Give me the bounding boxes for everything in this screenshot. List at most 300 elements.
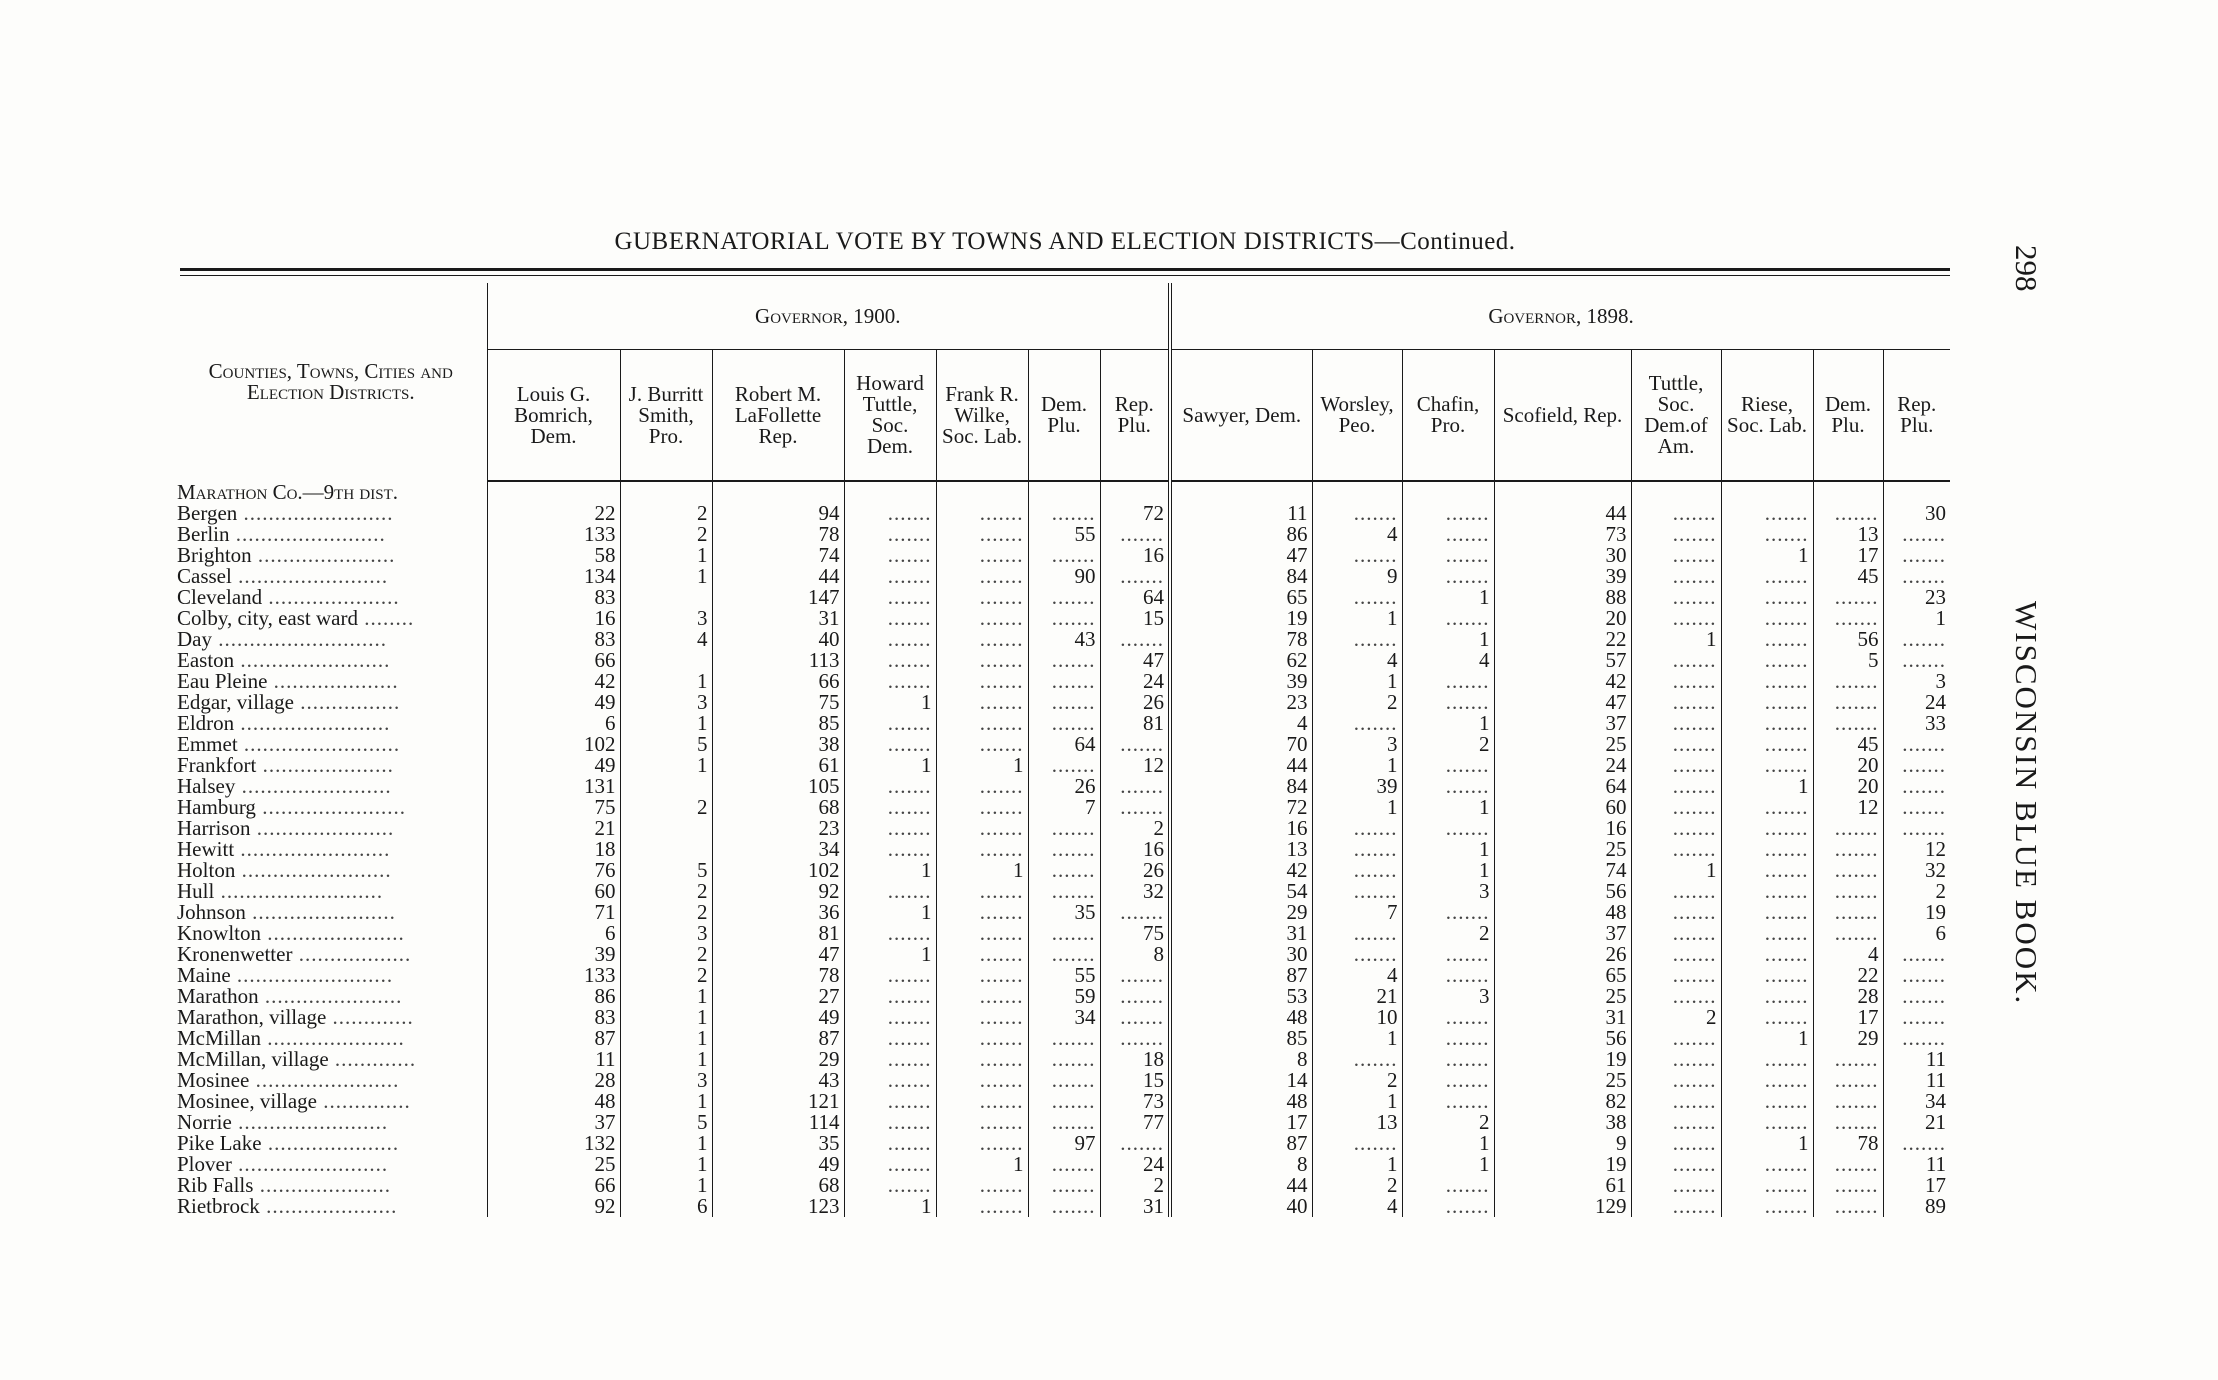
dot-leader: .......	[1445, 543, 1490, 567]
town-name: Holton	[177, 858, 236, 882]
cell-rep-plu-1898: 12	[1883, 839, 1950, 860]
cell-dem-plu-1898	[1813, 1112, 1883, 1133]
cell-tuttle-1900	[844, 671, 936, 692]
cell-worsley: 1	[1312, 1154, 1402, 1175]
table-row	[175, 965, 1950, 986]
cell-dem-plu-1900	[1028, 944, 1100, 965]
dot-leader: .......	[1834, 1110, 1879, 1134]
dot-leader: .......	[1902, 732, 1947, 756]
cell-riese	[1721, 503, 1813, 524]
dot-leader: .......	[979, 1089, 1024, 1113]
cell-dem-plu-1898	[1813, 860, 1883, 881]
cell-dem-plu-1898: 5	[1813, 650, 1883, 671]
cell-riese	[1721, 608, 1813, 629]
dot-leader: .......	[1672, 1173, 1717, 1197]
cell-chafin: 1	[1402, 629, 1494, 650]
table-row	[175, 1196, 1950, 1217]
cell-smith: 1	[620, 1154, 712, 1175]
cell-tuttle-1900	[844, 986, 936, 1007]
cell-dem-plu-1898	[1813, 587, 1883, 608]
cell-wilke	[936, 1175, 1028, 1196]
dot-leader: ..........................	[214, 879, 384, 903]
cell-worsley: 3	[1312, 734, 1402, 755]
cell-rep-plu-1898: 32	[1883, 860, 1950, 881]
dot-leader: .......	[1353, 543, 1398, 567]
table-row	[175, 1154, 1950, 1175]
dot-leader: .......	[1764, 1089, 1809, 1113]
dot-leader: .......	[1445, 522, 1490, 546]
cell-wilke	[936, 608, 1028, 629]
cell-dem-plu-1898	[1813, 671, 1883, 692]
cell-scofield: 31	[1494, 1007, 1631, 1028]
dot-leader: .......	[1353, 837, 1398, 861]
dot-leader: .......	[1764, 900, 1809, 924]
dot-leader: .........................	[230, 963, 394, 987]
dot-leader: .......	[887, 1110, 932, 1134]
cell-rep-plu-1898: 23	[1883, 587, 1950, 608]
table-row	[175, 1133, 1950, 1154]
cell-dem-plu-1900	[1028, 1196, 1100, 1217]
cell-sawyer: 84	[1170, 566, 1312, 587]
town-name: McMillan, village	[177, 1047, 329, 1071]
cell-lafollette: 44	[712, 566, 844, 587]
row-name	[175, 881, 487, 902]
cell-lafollette: 29	[712, 1049, 844, 1070]
cell-rep-plu-1900: 32	[1100, 881, 1170, 902]
dot-leader: .....................	[261, 1131, 400, 1155]
cell-sawyer: 44	[1170, 755, 1312, 776]
cell-riese	[1721, 1070, 1813, 1091]
dot-leader: .......	[1834, 879, 1879, 903]
cell-dem-plu-1898	[1813, 1175, 1883, 1196]
town-name: McMillan	[177, 1026, 261, 1050]
dot-leader: .......	[979, 690, 1024, 714]
cell-smith: 1	[620, 1175, 712, 1196]
dot-leader: .......	[1445, 900, 1490, 924]
dot-leader: .......	[1353, 585, 1398, 609]
cell-rep-plu-1898	[1883, 1028, 1950, 1049]
cell-chafin: 1	[1402, 860, 1494, 881]
dot-leader: .......	[887, 984, 932, 1008]
dot-leader: .......	[1051, 690, 1096, 714]
dot-leader: .......	[979, 1047, 1024, 1071]
cell-dem-plu-1898	[1813, 1091, 1883, 1112]
dot-leader: .......	[979, 1005, 1024, 1029]
cell-tuttle-1900: 1	[844, 1196, 936, 1217]
dot-leader: ........................	[231, 1152, 389, 1176]
cell-riese	[1721, 1112, 1813, 1133]
cell-worsley: 2	[1312, 692, 1402, 713]
cell-tuttle-1898	[1631, 1196, 1721, 1217]
cell-scofield: 129	[1494, 1196, 1631, 1217]
col-header-rep-plu-1900: Rep. Plu.	[1100, 350, 1170, 482]
cell-dem-plu-1898: 56	[1813, 629, 1883, 650]
col-header-dem-plu-1900: Dem. Plu.	[1028, 350, 1100, 482]
cell-bomrich: 83	[487, 629, 620, 650]
dot-leader: .......	[887, 543, 932, 567]
cell-sawyer: 86	[1170, 524, 1312, 545]
cell-tuttle-1900	[844, 587, 936, 608]
cell-chafin	[1402, 755, 1494, 776]
cell-lafollette: 31	[712, 608, 844, 629]
dot-leader: .......	[1051, 921, 1096, 945]
cell-scofield: 39	[1494, 566, 1631, 587]
cell-rep-plu-1900: 72	[1100, 503, 1170, 524]
dot-leader: ........................	[235, 774, 392, 798]
cell-bomrich: 87	[487, 1028, 620, 1049]
cell-tuttle-1898	[1631, 797, 1721, 818]
dot-leader: .......	[1834, 816, 1879, 840]
dot-leader: ......................	[258, 984, 403, 1008]
cell-rep-plu-1900	[1100, 1007, 1170, 1028]
dot-leader: .......	[1764, 942, 1809, 966]
cell-tuttle-1900	[844, 545, 936, 566]
dot-leader: .......	[1764, 753, 1809, 777]
col-header-tuttle-1898: Tuttle, Soc. Dem.of Am.	[1631, 350, 1721, 482]
dot-leader: .......	[887, 1005, 932, 1029]
cell-worsley: 1	[1312, 608, 1402, 629]
cell-dem-plu-1898	[1813, 608, 1883, 629]
town-name: Maine	[177, 963, 231, 987]
dot-leader: .......	[1672, 1110, 1717, 1134]
row-name	[175, 1007, 487, 1028]
cell-wilke	[936, 650, 1028, 671]
group-header-1898: Governor, 1898.	[1170, 283, 1950, 350]
dot-leader: .......	[1051, 1152, 1096, 1176]
cell-smith: 3	[620, 608, 712, 629]
dot-leader: .......	[1834, 711, 1879, 735]
cell-tuttle-1898	[1631, 713, 1721, 734]
cell-lafollette: 68	[712, 1175, 844, 1196]
col-header-bomrich: Louis G. Bomrich, Dem.	[487, 350, 620, 482]
cell-riese	[1721, 860, 1813, 881]
dot-leader: .......	[1764, 921, 1809, 945]
dot-leader: .......	[1445, 1026, 1490, 1050]
cell-smith: 3	[620, 923, 712, 944]
cell-tuttle-1898	[1631, 734, 1721, 755]
town-name: Berlin	[177, 522, 230, 546]
dot-leader: .......	[887, 732, 932, 756]
cell-riese: 1	[1721, 545, 1813, 566]
cell-bomrich: 132	[487, 1133, 620, 1154]
cell-lafollette: 94	[712, 503, 844, 524]
cell-sawyer: 85	[1170, 1028, 1312, 1049]
dot-leader: .......	[1353, 942, 1398, 966]
dot-leader: .......	[1672, 963, 1717, 987]
row-name	[175, 839, 487, 860]
cell-sawyer: 11	[1170, 503, 1312, 524]
cell-chafin	[1402, 608, 1494, 629]
cell-dem-plu-1898	[1813, 1070, 1883, 1091]
cell-worsley	[1312, 860, 1402, 881]
dot-leader: .......	[1834, 1089, 1879, 1113]
cell-chafin: 1	[1402, 797, 1494, 818]
dot-leader: .......	[979, 1026, 1024, 1050]
cell-wilke	[936, 713, 1028, 734]
cell-riese	[1721, 881, 1813, 902]
cell-sawyer: 30	[1170, 944, 1312, 965]
cell-lafollette: 114	[712, 1112, 844, 1133]
cell-rep-plu-1898: 21	[1883, 1112, 1950, 1133]
dot-leader: .......	[1764, 501, 1809, 525]
town-name: Norrie	[177, 1110, 232, 1134]
cell-dem-plu-1898: 13	[1813, 524, 1883, 545]
cell-worsley	[1312, 1049, 1402, 1070]
cell-rep-plu-1900: 15	[1100, 608, 1170, 629]
cell-scofield: 26	[1494, 944, 1631, 965]
dot-leader: ........................	[234, 837, 391, 861]
cell-tuttle-1898	[1631, 587, 1721, 608]
cell-rep-plu-1898	[1883, 986, 1950, 1007]
dot-leader: .......	[1051, 711, 1096, 735]
cell-lafollette: 68	[712, 797, 844, 818]
cell-smith	[620, 776, 712, 797]
table-row	[175, 1091, 1950, 1112]
cell-smith: 2	[620, 797, 712, 818]
cell-bomrich: 92	[487, 1196, 620, 1217]
cell-rep-plu-1898: 89	[1883, 1196, 1950, 1217]
cell-chafin	[1402, 776, 1494, 797]
cell-tuttle-1900	[844, 923, 936, 944]
dot-leader: .......	[1672, 795, 1717, 819]
dot-leader: .......	[1672, 501, 1717, 525]
town-name: Halsey	[177, 774, 236, 798]
dot-leader: .......	[1902, 816, 1947, 840]
cell-smith: 2	[620, 881, 712, 902]
cell-dem-plu-1898: 12	[1813, 797, 1883, 818]
dot-leader: .......	[1902, 963, 1947, 987]
cell-lafollette: 38	[712, 734, 844, 755]
cell-wilke	[936, 839, 1028, 860]
cell-smith: 5	[620, 1112, 712, 1133]
cell-tuttle-1898	[1631, 671, 1721, 692]
cell-tuttle-1898	[1631, 692, 1721, 713]
cell-tuttle-1898	[1631, 776, 1721, 797]
table-row	[175, 818, 1950, 839]
vote-table	[175, 283, 1950, 1217]
dot-leader: .......	[1051, 1194, 1096, 1218]
cell-chafin	[1402, 692, 1494, 713]
cell-lafollette: 78	[712, 965, 844, 986]
cell-rep-plu-1898: 19	[1883, 902, 1950, 923]
cell-bomrich: 25	[487, 1154, 620, 1175]
cell-lafollette: 113	[712, 650, 844, 671]
cell-dem-plu-1900	[1028, 755, 1100, 776]
dot-leader: .......	[1764, 858, 1809, 882]
dot-leader: .......	[1445, 963, 1490, 987]
county-row	[175, 481, 1950, 503]
dot-leader: .......	[1051, 858, 1096, 882]
cell-rep-plu-1898	[1883, 755, 1950, 776]
row-name	[175, 1175, 487, 1196]
table-row	[175, 566, 1950, 587]
town-name: Rietbrock	[177, 1194, 260, 1218]
dot-leader: .......	[1445, 669, 1490, 693]
table-row	[175, 986, 1950, 1007]
dot-leader: .......	[887, 1131, 932, 1155]
cell-rep-plu-1900	[1100, 566, 1170, 587]
dot-leader: .....................	[259, 1194, 398, 1218]
cell-riese: 1	[1721, 776, 1813, 797]
cell-tuttle-1900	[844, 1133, 936, 1154]
dot-leader: .......	[887, 648, 932, 672]
dot-leader: .......	[1834, 1068, 1879, 1092]
cell-dem-plu-1898	[1813, 923, 1883, 944]
dot-leader: .......	[1120, 522, 1164, 546]
cell-chafin: 1	[1402, 1133, 1494, 1154]
town-name: Harrison	[177, 816, 251, 840]
dot-leader: .......	[1120, 795, 1164, 819]
dot-leader: .......	[1672, 690, 1717, 714]
cell-chafin	[1402, 1196, 1494, 1217]
dot-leader: .......	[1764, 795, 1809, 819]
cell-lafollette: 121	[712, 1091, 844, 1112]
dot-leader: .......	[1764, 1047, 1809, 1071]
cell-dem-plu-1898	[1813, 692, 1883, 713]
cell-wilke	[936, 1112, 1028, 1133]
cell-rep-plu-1898: 24	[1883, 692, 1950, 713]
cell-dem-plu-1898	[1813, 1154, 1883, 1175]
cell-sawyer: 48	[1170, 1091, 1312, 1112]
dot-leader: .......	[1834, 1194, 1879, 1218]
dot-leader: .......	[1672, 1047, 1717, 1071]
dot-leader: .......	[887, 606, 932, 630]
cell-riese: 1	[1721, 1133, 1813, 1154]
cell-rep-plu-1900: 8	[1100, 944, 1170, 965]
cell-sawyer: 13	[1170, 839, 1312, 860]
row-name	[175, 545, 487, 566]
town-name: Easton	[177, 648, 235, 672]
cell-wilke	[936, 1196, 1028, 1217]
cell-bomrich: 28	[487, 1070, 620, 1091]
cell-tuttle-1898	[1631, 902, 1721, 923]
cell-wilke	[936, 1091, 1028, 1112]
dot-leader: .......	[1051, 942, 1096, 966]
cell-bomrich: 66	[487, 650, 620, 671]
cell-tuttle-1898	[1631, 923, 1721, 944]
cell-chafin	[1402, 1007, 1494, 1028]
cell-wilke: 1	[936, 755, 1028, 776]
dot-leader: .......	[1672, 564, 1717, 588]
cell-dem-plu-1900	[1028, 1154, 1100, 1175]
dot-leader: .......	[1902, 627, 1947, 651]
cell-worsley: 1	[1312, 671, 1402, 692]
row-name	[175, 818, 487, 839]
cell-smith: 1	[620, 755, 712, 776]
cell-bomrich: 39	[487, 944, 620, 965]
dot-leader: .......	[979, 795, 1024, 819]
cell-dem-plu-1900	[1028, 1112, 1100, 1133]
dot-leader: .......	[1672, 774, 1717, 798]
cell-smith: 3	[620, 692, 712, 713]
dot-leader: .......	[979, 648, 1024, 672]
dot-leader: .......	[1834, 669, 1879, 693]
dot-leader: .......	[1902, 648, 1947, 672]
dot-leader: .......	[887, 501, 932, 525]
town-name: Colby, city, east ward	[177, 606, 358, 630]
dot-leader: .......	[1051, 816, 1096, 840]
row-name	[175, 734, 487, 755]
cell-rep-plu-1900: 15	[1100, 1070, 1170, 1091]
row-name	[175, 1049, 487, 1070]
cell-sawyer: 47	[1170, 545, 1312, 566]
cell-rep-plu-1898	[1883, 1007, 1950, 1028]
cell-worsley: 9	[1312, 566, 1402, 587]
cell-rep-plu-1898: 30	[1883, 503, 1950, 524]
cell-chafin: 1	[1402, 713, 1494, 734]
cell-smith: 1	[620, 1049, 712, 1070]
cell-scofield: 19	[1494, 1154, 1631, 1175]
dot-leader: .......	[1672, 732, 1717, 756]
cell-wilke	[936, 629, 1028, 650]
row-name	[175, 587, 487, 608]
running-head: WISCONSIN BLUE BOOK.	[2009, 600, 2044, 1005]
dot-leader: .......	[1902, 1005, 1947, 1029]
dot-leader: .......	[1672, 879, 1717, 903]
cell-bomrich: 16	[487, 608, 620, 629]
table-row	[175, 1007, 1950, 1028]
dot-leader: .......	[1764, 690, 1809, 714]
dot-leader: .......	[1353, 711, 1398, 735]
dot-leader: .......	[1445, 564, 1490, 588]
dot-leader: .......	[1672, 669, 1717, 693]
cell-sawyer: 17	[1170, 1112, 1312, 1133]
table-row	[175, 734, 1950, 755]
cell-rep-plu-1900: 77	[1100, 1112, 1170, 1133]
dot-leader: .......	[1051, 1068, 1096, 1092]
cell-sawyer: 72	[1170, 797, 1312, 818]
cell-worsley	[1312, 545, 1402, 566]
cell-bomrich: 21	[487, 818, 620, 839]
town-name: Hamburg	[177, 795, 256, 819]
town-name: Mosinee	[177, 1068, 250, 1092]
row-name	[175, 692, 487, 713]
cell-lafollette: 92	[712, 881, 844, 902]
cell-scofield: 88	[1494, 587, 1631, 608]
cell-bomrich: 71	[487, 902, 620, 923]
cell-lafollette: 36	[712, 902, 844, 923]
cell-dem-plu-1898: 45	[1813, 734, 1883, 755]
cell-chafin	[1402, 566, 1494, 587]
cell-scofield: 74	[1494, 860, 1631, 881]
cell-scofield: 25	[1494, 839, 1631, 860]
cell-lafollette: 78	[712, 524, 844, 545]
cell-riese	[1721, 902, 1813, 923]
cell-worsley: 7	[1312, 902, 1402, 923]
dot-leader: .......	[887, 837, 932, 861]
col-header-lafollette: Robert M. LaFollette Rep.	[712, 350, 844, 482]
row-name	[175, 503, 487, 524]
cell-rep-plu-1898: 6	[1883, 923, 1950, 944]
cell-wilke: 1	[936, 860, 1028, 881]
cell-rep-plu-1898: 11	[1883, 1070, 1950, 1091]
cell-riese	[1721, 755, 1813, 776]
cell-dem-plu-1900	[1028, 650, 1100, 671]
cell-scofield: 44	[1494, 503, 1631, 524]
cell-tuttle-1900	[844, 1007, 936, 1028]
row-name	[175, 776, 487, 797]
dot-leader: .......	[1834, 1047, 1879, 1071]
table-row	[175, 881, 1950, 902]
cell-dem-plu-1900	[1028, 923, 1100, 944]
dot-leader: .......	[887, 816, 932, 840]
cell-smith: 5	[620, 734, 712, 755]
cell-rep-plu-1898	[1883, 797, 1950, 818]
cell-tuttle-1900	[844, 566, 936, 587]
cell-riese	[1721, 650, 1813, 671]
cell-riese	[1721, 965, 1813, 986]
dot-leader: .......	[1834, 921, 1879, 945]
